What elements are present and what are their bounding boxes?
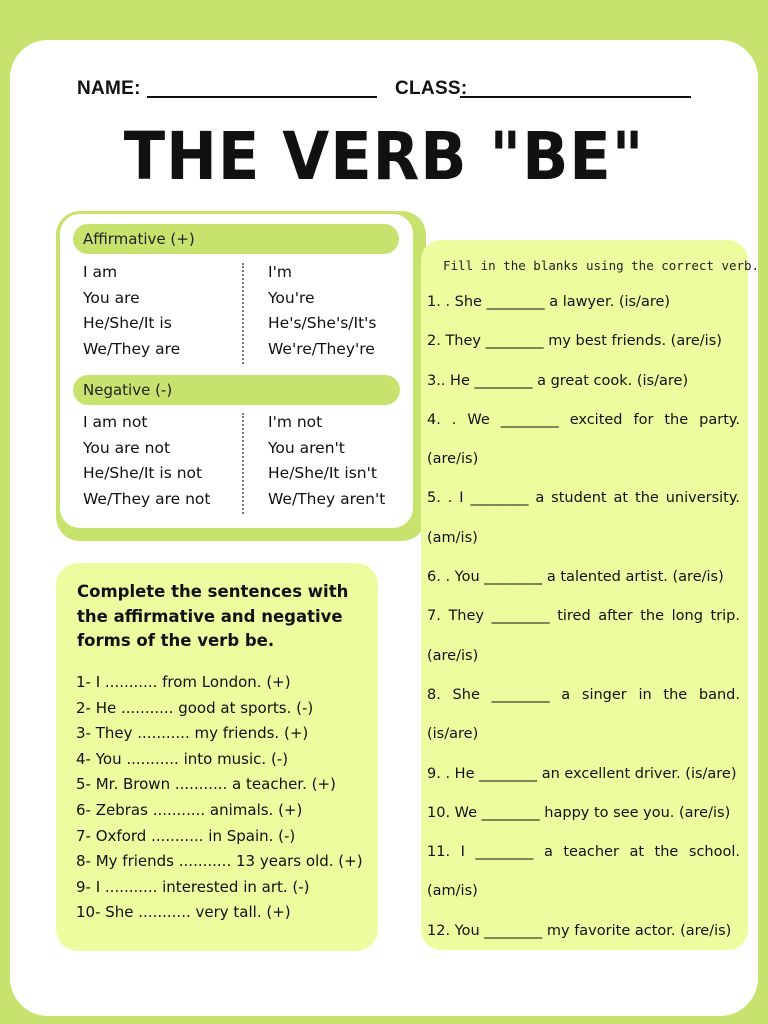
exercise1-item-9: 9- I ........... interested in art. (-): [76, 877, 310, 896]
affirmative-label: Affirmative (+): [73, 224, 399, 254]
negative-short-1: I'm not: [268, 413, 323, 431]
exercise1-item-1: 1- I ........... from London. (+): [76, 673, 291, 691]
negative-short-2: You aren't: [268, 438, 345, 457]
negative-short-list: [268, 410, 385, 512]
exercise1-title: Complete the sentences with the affirmative and negative forms of the verb be.: [77, 582, 349, 650]
exercise2-item-4: 4. . We ________ excited for the party. (are/is): [427, 411, 740, 468]
exercise2-item-3: 3.. He ________ a great cook. (is/are): [427, 372, 689, 389]
exercise2-instruction: Fill in the blanks using the correct verb.: [443, 258, 760, 273]
negative-short-4: We/They aren't: [268, 489, 386, 508]
exercise1-item-2: 2- He ........... good at sports. (-): [76, 698, 314, 717]
exercise2-item-7: 7. They ________ tired after the long trip. (are/is): [427, 608, 740, 664]
exercise2-item-11: 11. I ________ a teacher at the school. (am/is): [427, 844, 740, 900]
affirmative-short-1: I'm: [268, 263, 292, 281]
negative-full-2: You are not: [83, 438, 171, 457]
exercise1-item-10: 10- She ........... very tall. (+): [76, 903, 291, 922]
exercise1-list: [76, 670, 363, 926]
exercise2-item-9: 9. . He ________ an excellent driver. (is/are): [427, 765, 737, 782]
negative-divider: [242, 413, 244, 514]
class-line: [460, 96, 691, 98]
affirmative-full-1: I am: [83, 263, 118, 281]
page-title: THE VERB "BE": [123, 118, 645, 195]
affirmative-full-4: We/They are: [83, 339, 181, 358]
exercise1-item-5: 5- Mr. Brown ........... a teacher. (+): [76, 775, 336, 794]
affirmative-full-3: He/She/It is: [83, 314, 172, 332]
exercise2-item-2: 2. They ________ my best friends. (are/is): [427, 333, 722, 350]
exercise2-item-10: 10. We ________ happy to see you. (are/is): [427, 804, 731, 821]
name-line: [147, 96, 377, 98]
exercise2-list: [427, 283, 740, 951]
exercise1-item-8: 8- My friends ........... 13 years old. (+): [76, 852, 363, 871]
affirmative-short-2: You're: [268, 288, 315, 307]
name-label: NAME:: [77, 78, 141, 99]
exercise2-item-8: 8. She ________ a singer in the band. (is/are): [427, 686, 740, 743]
affirmative-divider: [242, 263, 244, 364]
exercise1-item-6: 6- Zebras ........... animals. (+): [76, 800, 303, 819]
exercise2-item-12: 12. You ________ my favorite actor. (are/is): [427, 922, 732, 939]
exercise2-item-1: 1. . She ________ a lawyer. (is/are): [427, 294, 671, 310]
negative-short-3: He/She/It isn't: [268, 464, 377, 482]
negative-full-1: I am not: [83, 413, 148, 431]
affirmative-full-list: [83, 260, 180, 362]
affirmative-short-list: [268, 260, 377, 362]
exercise2-item-5: 5. . I ________ a student at the university. (am/is): [427, 490, 740, 546]
exercise2-item-6: 6. . You ________ a talented artist. (are/is): [427, 569, 724, 586]
exercise1-item-4: 4- You ........... into music. (-): [76, 749, 289, 768]
affirmative-short-3: He's/She's/It's: [268, 314, 377, 332]
exercise1-item-3: 3- They ........... my friends. (+): [76, 724, 309, 743]
class-label: CLASS:: [395, 78, 468, 99]
negative-full-3: He/She/It is not: [83, 464, 203, 482]
negative-full-4: We/They are not: [83, 489, 211, 508]
affirmative-short-4: We're/They're: [268, 339, 375, 358]
exercise1-item-7: 7- Oxford ........... in Spain. (-): [76, 826, 296, 845]
negative-label: Negative (-): [73, 375, 400, 405]
negative-full-list: [83, 410, 210, 512]
affirmative-full-2: You are: [83, 288, 140, 307]
